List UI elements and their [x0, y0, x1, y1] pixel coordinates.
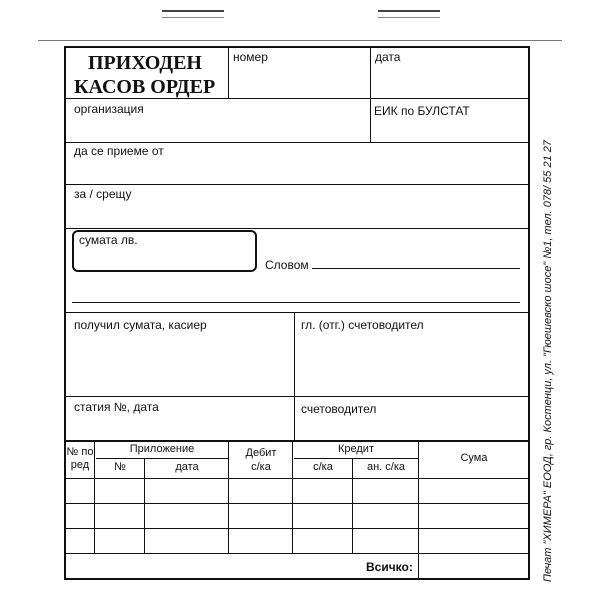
attachment-date-header: дата: [175, 461, 199, 473]
frame-top-border: [64, 46, 530, 48]
table-row-divider-3: [64, 553, 530, 554]
cashier-label: получил сумата, касиер: [74, 318, 207, 332]
row-divider-signatures: [64, 396, 530, 397]
col-divider-sum: [418, 440, 419, 578]
row-number-header-line1: № по: [66, 446, 94, 458]
divider-title-number: [228, 46, 229, 98]
printer-note: Печат "ХИМЕРА" ЕООД, гр. Костенци, ул. "Гюешевско шосе" №1, тел. 078/ 55 21 27: [542, 139, 554, 582]
row-divider-for: [64, 228, 530, 229]
frame-right-border: [528, 46, 530, 580]
col-divider-credit: [292, 440, 293, 553]
binding-staple-left: [162, 10, 224, 18]
row-divider-amount: [64, 312, 530, 313]
amount-in-words-line: [312, 268, 520, 269]
table-row-divider-2: [64, 528, 530, 529]
form-title-line2: КАСОВ ОРДЕР: [74, 76, 216, 98]
sum-header: Сума: [460, 452, 488, 464]
form-title-line1: ПРИХОДЕН: [88, 52, 202, 74]
organization-label: организация: [74, 102, 144, 116]
divider-number-date: [370, 46, 371, 142]
accountant-label: счетоводител: [301, 402, 377, 416]
row-divider-header: [64, 98, 530, 99]
credit-header: Кредит: [337, 443, 374, 455]
credit-subdivider: [294, 458, 418, 459]
credit-account-header: с/ка: [313, 461, 333, 473]
amount-in-words-second-line: [72, 302, 520, 303]
col-divider-attachment: [144, 458, 145, 553]
debit-header-line2: с/ка: [251, 461, 271, 473]
attachment-subdivider: [96, 458, 228, 459]
row-number-header-line2: ред: [70, 459, 90, 471]
col-divider-row-number: [94, 440, 95, 553]
row-number-header: [66, 446, 94, 472]
row-divider-table-top: [64, 440, 530, 442]
number-label: номер: [233, 50, 268, 64]
article-label: статия №, дата: [74, 400, 159, 414]
received-from-label: да се приеме от: [74, 144, 164, 158]
credit-analytic-header: ан. с/ка: [366, 461, 406, 473]
total-label: Всичко:: [366, 560, 413, 574]
debit-header-line1: Дебит: [245, 447, 277, 459]
col-divider-credit-sub: [352, 458, 353, 553]
row-divider-organization: [64, 142, 530, 143]
eik-label: ЕИК по БУЛСТАТ: [374, 104, 470, 118]
row-divider-received-from: [64, 184, 530, 185]
table-header-bottom: [64, 478, 530, 479]
attachment-header: Приложение: [129, 443, 195, 455]
divider-signatures: [294, 312, 295, 440]
chief-accountant-label: гл. (отг.) счетоводител: [301, 318, 424, 332]
attachment-number-header: №: [114, 461, 126, 473]
frame-bottom-border: [64, 578, 530, 580]
tear-line: [38, 40, 562, 41]
for-label: за / срещу: [74, 187, 132, 201]
binding-staple-right: [378, 10, 440, 18]
frame-left-border: [64, 46, 66, 580]
date-label: дата: [375, 50, 401, 64]
words-label: Словом: [265, 258, 309, 272]
amount-label: сумата лв.: [79, 233, 138, 247]
col-divider-debit: [228, 440, 229, 553]
table-row-divider-1: [64, 503, 530, 504]
debit-header: [230, 446, 292, 474]
